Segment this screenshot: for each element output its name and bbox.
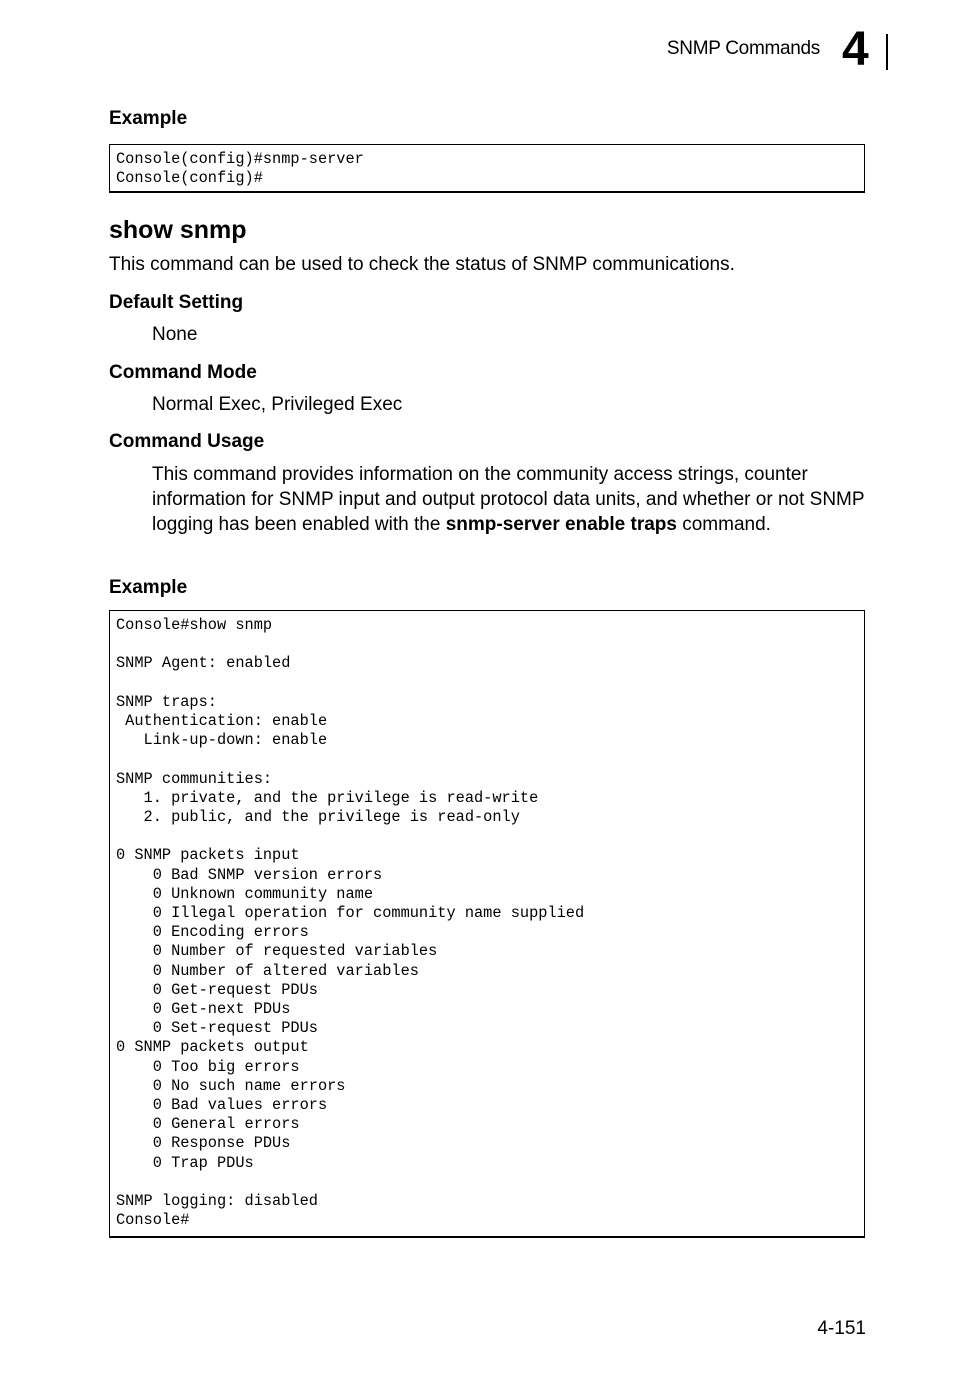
- command-usage-text: [152, 462, 868, 537]
- usage-command-reference: snmp-server enable traps: [445, 514, 677, 535]
- example-heading: Example: [109, 108, 188, 129]
- code-example-2: Console#show snmp SNMP Agent: enabled SNMP traps: Authentication: enable Link-up-down: enable SNMP communities: 1. private, and the privilege is read-write 2. public, and the privilege is read-only 0 SNMP packets input 0 Bad SNMP version errors 0 Unknown community name 0 Illegal operation for community name supplied 0 Encoding errors 0 Number of requested variables 0 Number of altered variables 0 Get-request PDUs 0 Get-next PDUs 0 Set-request PDUs 0 SNMP packets output 0 Too big errors 0 No such name errors 0 Bad values errors 0 General errors 0 Response PDUs 0 Trap PDUs SNMP logging: disabled Console#: [116, 616, 585, 1230]
- chapter-number: 4: [842, 23, 869, 76]
- code-example: Console(config)#snmp-server Console(config)#: [116, 150, 364, 188]
- page-number: 4-151: [817, 1318, 866, 1339]
- default-setting-heading: Default Setting: [109, 292, 244, 313]
- chapter-divider: [886, 34, 888, 70]
- usage-text-after: command.: [676, 514, 771, 535]
- command-title: show snmp: [109, 216, 247, 244]
- command-description: This command can be used to check the status of SNMP communications.: [109, 254, 735, 275]
- code-example-box-2: [109, 610, 865, 1238]
- section-title: SNMP Commands: [666, 38, 820, 59]
- example-heading-2: Example: [109, 577, 188, 598]
- command-mode-heading: Command Mode: [109, 362, 257, 383]
- command-mode-value: Normal Exec, Privileged Exec: [152, 394, 403, 415]
- default-setting-value: None: [152, 324, 198, 345]
- command-usage-heading: Command Usage: [109, 431, 265, 452]
- usage-text-before: This command provides information on the community access strings, counter information for SNMP input and output protocol data units, and whether or not SNMP logging has been enabled with the: [152, 464, 865, 535]
- code-example-box: [109, 144, 865, 193]
